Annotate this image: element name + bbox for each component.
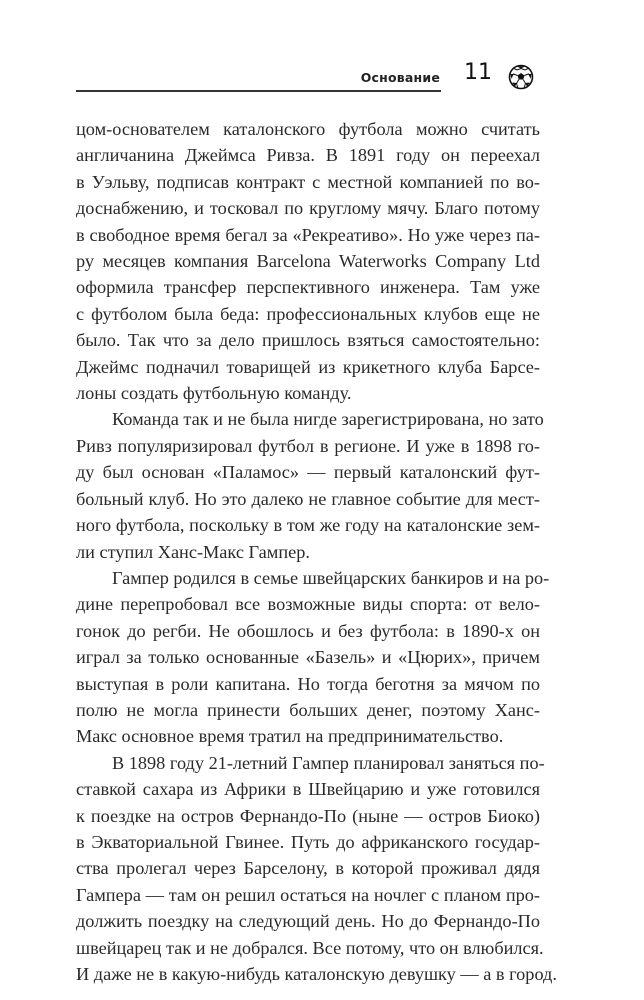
text-line: больный клуб. Но это далеко не главное событие для мест- <box>76 488 540 509</box>
text-line: В 1898 году 21-летний Гампер планировал заняться по- <box>112 752 545 773</box>
text-line: с футболом была беда: профессиональных клубов еще не <box>76 303 540 324</box>
text-line: Команда так и не была нигде зарегистрирована, но зато <box>112 409 544 430</box>
text-line: ду был основан «Паламос» — первый каталонский фут- <box>76 462 540 483</box>
text-line: ру месяцев компания Barcelona Waterworks Company Ltd <box>76 251 540 272</box>
text-line: должить поездку на следующий день. Но до Фернандо-По <box>76 911 540 932</box>
text-line: лоны создать футбольную команду. <box>76 383 352 404</box>
body-text <box>76 116 557 987</box>
text-line: Джеймс подначил товарищей из крикетного клуба Барсе- <box>76 356 540 377</box>
text-line: оформила трансфер перспективного инженера. Там уже <box>76 277 540 298</box>
text-line: доснабжению, и тосковал по круглому мячу. Благо потому <box>76 198 540 219</box>
soccer-ball-icon <box>508 64 534 90</box>
text-line: в Уэльву, подписав контракт с местной компанией по во- <box>76 171 540 192</box>
text-line: выступая в роли капитана. Но тогда беготня за мячом по <box>76 673 540 694</box>
paragraph <box>76 750 557 988</box>
text-line: Гампера — там он решил остаться на ночлег с планом про- <box>76 884 540 905</box>
paragraph <box>76 116 540 406</box>
text-line: играл за только основанные «Базель» и «Цюрих», причем <box>76 647 540 668</box>
text-line: ли ступил Ханс-Макс Гампер. <box>76 541 310 562</box>
text-line: к поездке на остров Фернандо-По (ныне — остров Биоко) <box>76 805 540 826</box>
text-line: ства пролегал через Барселону, в которой проживал дядя <box>76 858 540 879</box>
page-header <box>76 60 546 100</box>
text-line: Ривз популяризировал футбол в регионе. И уже в 1898 го- <box>76 435 540 456</box>
running-title: Основание <box>360 70 440 85</box>
text-line: И даже не в какую-нибудь каталонскую девушку — а в город. <box>76 964 557 984</box>
text-line: было. Так что за дело пришлось взяться самостоятельно: <box>76 330 540 351</box>
text-line: Гампер родился в семье швейцарских банкиров и на ро- <box>112 567 550 588</box>
text-line: в свободное время бегал за «Рекреативо». Но уже через па- <box>76 224 540 245</box>
text-line: англичанина Джеймса Ривза. В 1891 году он переехал <box>76 145 540 166</box>
text-line: полю не могла принести больших денег, поэтому Ханс- <box>76 699 540 720</box>
paragraph <box>76 565 550 750</box>
page-number: 11 <box>464 60 492 85</box>
text-line: дине перепробовал все возможные виды спорта: от вело- <box>76 594 540 615</box>
text-line: гонок до регби. Не обошлось и без футбола: в 1890-х он <box>76 620 540 641</box>
header-rule <box>76 90 441 92</box>
text-line: Макс основное время тратил на предпринимательство. <box>76 726 504 747</box>
paragraph <box>76 406 544 564</box>
text-line: ного футбола, поскольку в том же году на каталонские зем- <box>76 515 540 536</box>
text-line: цом-основателем каталонского футбола можно считать <box>76 119 540 139</box>
text-line: в Экваториальной Гвинее. Путь до африканского государ- <box>76 831 540 852</box>
text-line: ставкой сахара из Африки в Швейцарию и уже готовился <box>76 779 540 800</box>
text-line: швейцарец так и не добрался. Все потому, что он влюбился. <box>76 937 544 958</box>
